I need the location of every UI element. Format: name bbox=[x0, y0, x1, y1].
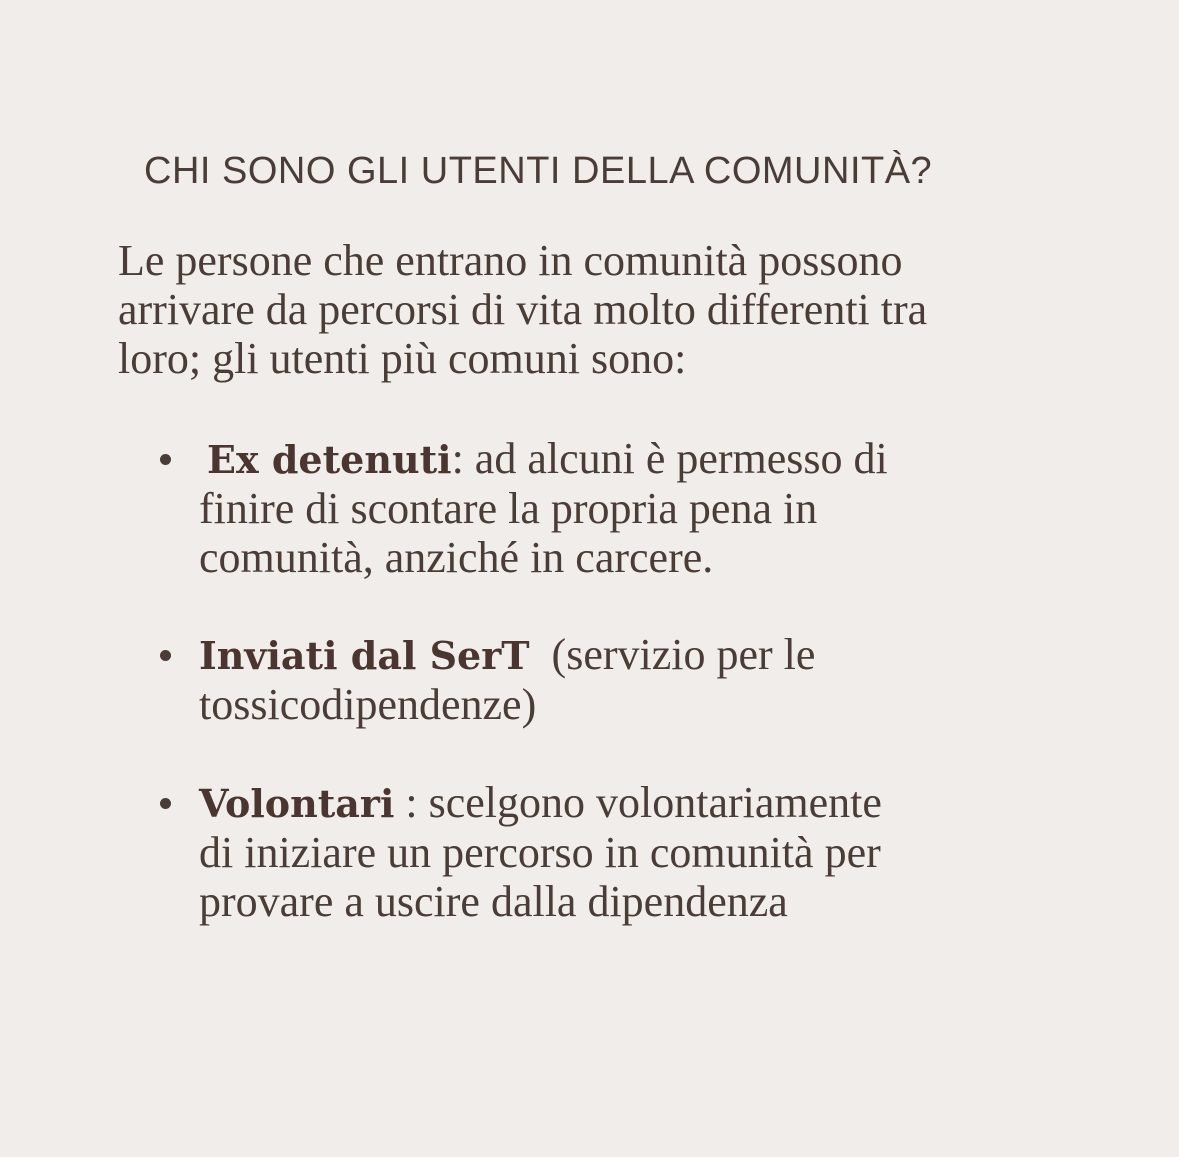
bullet-icon bbox=[160, 650, 171, 661]
list-item-text bbox=[199, 434, 888, 582]
list-item-first-line bbox=[199, 630, 815, 680]
intro-line: loro; gli utenti più comuni sono: bbox=[118, 334, 687, 383]
list-item-text bbox=[199, 778, 882, 926]
list-item-line: finire di scontare la propria pena in bbox=[199, 484, 818, 533]
list-item-description: : scelgono volontariamente bbox=[394, 778, 882, 827]
list-item-term: Inviati dal SerT bbox=[199, 633, 530, 678]
list-item-first-line bbox=[199, 434, 888, 484]
list-item-line: tossicodipendenze) bbox=[199, 680, 537, 729]
page-title: CHI SONO GLI UTENTI DELLA COMUNITÀ? bbox=[144, 150, 933, 192]
intro-line: arrivare da percorsi di vita molto differenti tra bbox=[118, 285, 928, 334]
list-item-description: (servizio per le bbox=[529, 630, 816, 679]
list-item-line: di iniziare un percorso in comunità per bbox=[199, 828, 881, 877]
list-item-text bbox=[199, 630, 815, 729]
list-item-term: Volontari bbox=[199, 781, 395, 826]
list-item-line: comunità, anziché in carcere. bbox=[199, 533, 714, 582]
list-item-term: Ex detenuti bbox=[207, 437, 452, 482]
list-item-first-line bbox=[199, 778, 882, 828]
bullet-icon bbox=[160, 798, 171, 809]
intro-paragraph bbox=[118, 236, 1058, 383]
list-item-description: : ad alcuni è permesso di bbox=[451, 434, 888, 483]
bullet-icon bbox=[160, 454, 171, 465]
list-item-line: provare a uscire dalla dipendenza bbox=[199, 877, 788, 926]
intro-line: Le persone che entrano in comunità possono bbox=[118, 236, 903, 285]
